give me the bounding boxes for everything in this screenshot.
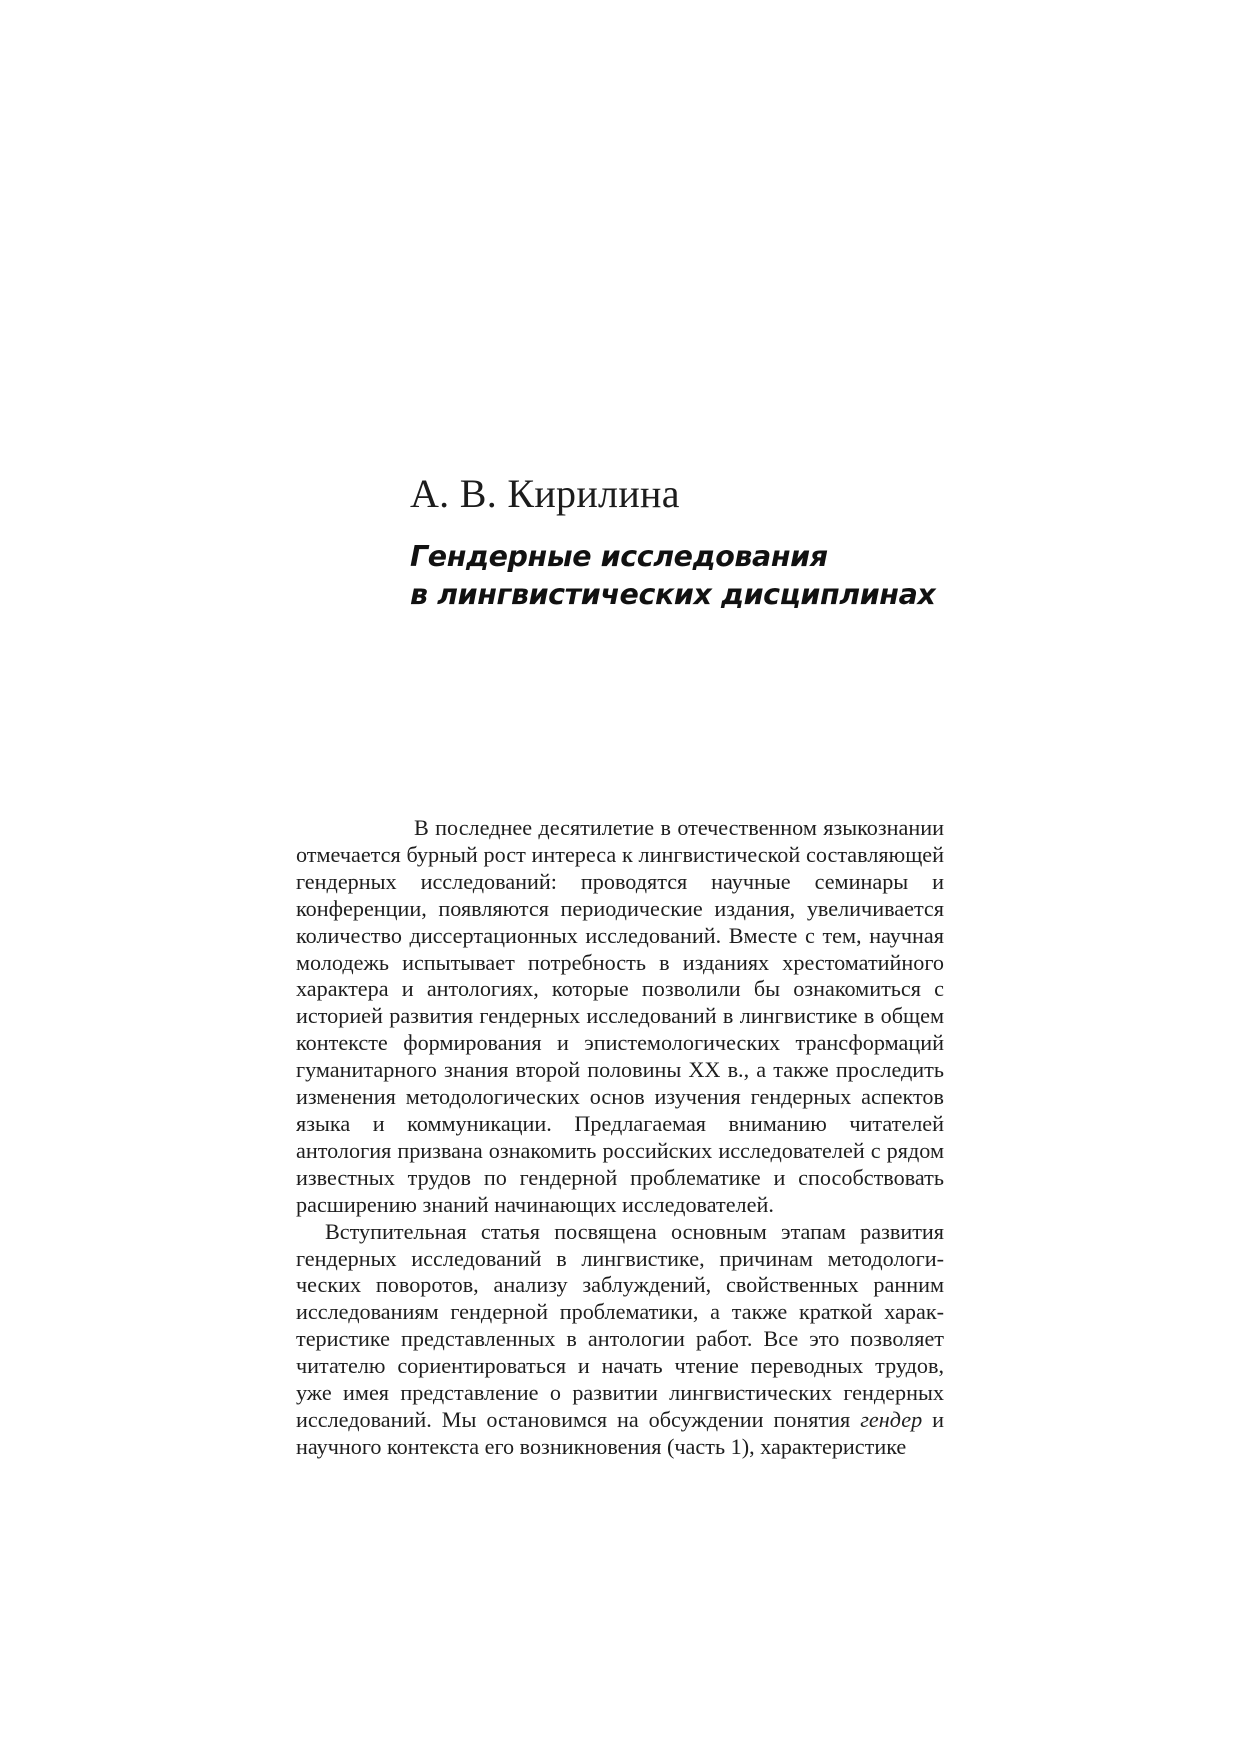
- body-paragraph-2-text-start: Вступительная статья посвящена основным этапам развития гендерных исследований в лингвистике, причинам методологических поворотов, анализу заблуждений, свойственных ранним исследованиям гендерной проблематики, а также краткой характеристике представленных в антологии работ. Все это позволяет читателю сориентироваться и начать чтение переводных трудов, уже имея представление о развитии лингвистических гендерных исследований. Мы остановимся на обсуждении понятия: [296, 1218, 944, 1432]
- article-title-line-2: в лингвистических дисциплинах: [410, 578, 936, 611]
- article-title-line-1: Гендерные исследования: [410, 540, 828, 573]
- author-name: А. В. Кирилина: [410, 471, 680, 516]
- article-body: [296, 815, 944, 1461]
- body-paragraph-2: [296, 1219, 944, 1461]
- body-paragraph-2-text-end: и научного контекста его возникновения (часть 1), характеристике: [296, 1406, 944, 1459]
- article-title: [410, 538, 970, 614]
- body-paragraph-1: В последнее десятилетие в отечественном языкознании отмечается бурный рост интереса к лингвистической составляющей гендерных исследований: проводятся научные семинары и конференции, появляются периодические издания, увеличивается количество диссертационных исследований. Вместе с тем, научная молодежь испытывает потребность в изданиях хрестоматийного характера и антологиях, которые позволили бы ознакомиться с историей развития гендерных исследований в лингвистике в общем контексте формирования и эпистемологических трансформаций гуманитарного знания второй половины XX в., а также проследить изменения методологических основ изучения гендерных аспектов языка и коммуникации. Предлагаемая вниманию читателей антология призвана ознакомить российских исследователей с рядом известных трудов по гендерной проблематике и способствовать расширению знаний начинающих исследователей.: [296, 815, 944, 1217]
- term-gender-italic: гендер: [860, 1406, 923, 1432]
